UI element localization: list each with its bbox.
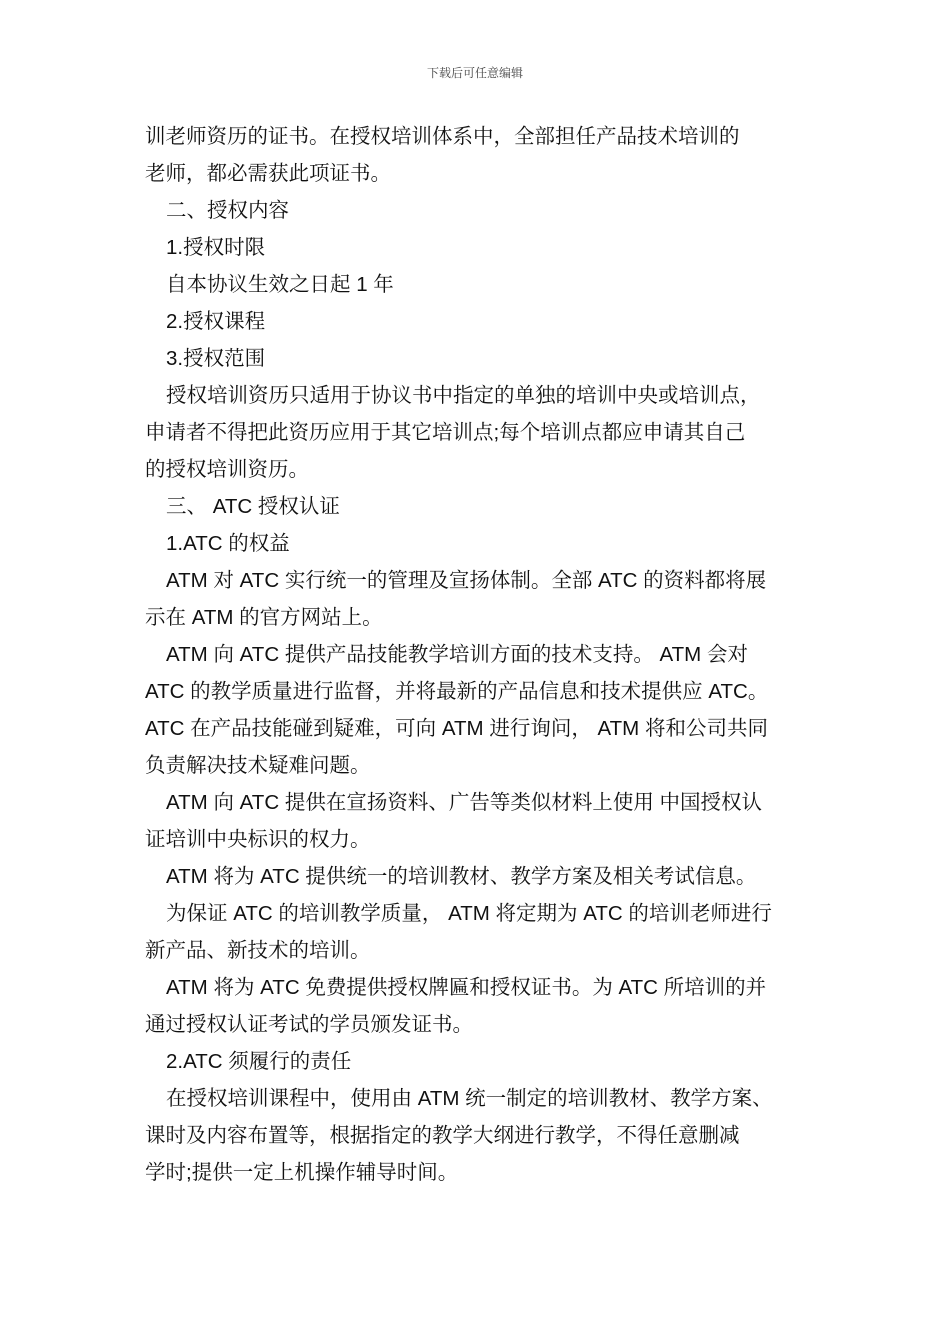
body-line: 负责解决技术疑难问题。 <box>145 754 371 777</box>
body-line: 申请者不得把此资历应用于其它培训点;每个培训点都应申请其自己 <box>145 421 746 444</box>
body-line: 证培训中央标识的权力。 <box>145 828 371 851</box>
section-heading: 二、授权内容 <box>166 199 289 222</box>
page-header: 下载后可任意编辑 <box>426 66 523 80</box>
body-line: 授权培训资历只适用于协议书中指定的单独的培训中央或培训点， <box>166 384 761 407</box>
subsection-heading: 2.ATC 须履行的责任 <box>166 1050 352 1073</box>
body-line: 为保证 ATC 的培训教学质量， ATM 将定期为 ATC 的培训老师进行 <box>166 902 772 925</box>
body-line: ATM 对 ATC 实行统一的管理及宣扬体制。全部 ATC 的资料都将展 <box>166 569 767 592</box>
body-line: 新产品、新技术的培训。 <box>145 939 371 962</box>
body-line: ATM 将为 ATC 免费提供授权牌匾和授权证书。为 ATC 所培训的并 <box>166 976 767 999</box>
body-line: 课时及内容布置等，根据指定的教学大纲进行教学，不得任意删减 <box>145 1124 740 1147</box>
body-line: ATC 的教学质量进行监督，并将最新的产品信息和技术提供应 ATC。 <box>145 680 769 703</box>
body-line: 老师，都必需获此项证书。 <box>145 162 391 185</box>
subsection-heading: 3.授权范围 <box>166 347 266 370</box>
body-line: 训老师资历的证书。在授权培训体系中，全部担任产品技术培训的 <box>145 125 740 148</box>
subsection-heading: 2.授权课程 <box>166 310 266 333</box>
subsection-heading: 1.ATC 的权益 <box>166 532 290 555</box>
section-heading: 三、 ATC 授权认证 <box>166 495 340 518</box>
body-line: 通过授权认证考试的学员颁发证书。 <box>145 1013 473 1036</box>
body-line: 示在 ATM 的官方网站上。 <box>145 606 383 629</box>
subsection-heading: 1.授权时限 <box>166 236 266 259</box>
body-line: 在授权培训课程中，使用由 ATM 统一制定的培训教材、教学方案、 <box>166 1087 773 1110</box>
body-line: 学时;提供一定上机操作辅导时间。 <box>145 1161 459 1184</box>
body-line: 自本协议生效之日起 1 年 <box>166 273 394 296</box>
document-body <box>145 118 815 1191</box>
body-line: ATM 将为 ATC 提供统一的培训教材、教学方案及相关考试信息。 <box>166 865 757 888</box>
body-line: ATM 向 ATC 提供在宣扬资料、广告等类似材料上使用 中国授权认 <box>166 791 763 814</box>
body-line: ATC 在产品技能碰到疑难，可向 ATM 进行询问， ATM 将和公司共同 <box>145 717 768 740</box>
body-line: ATM 向 ATC 提供产品技能教学培训方面的技术支持。 ATM 会对 <box>166 643 748 666</box>
body-line: 的授权培训资历。 <box>145 458 309 481</box>
